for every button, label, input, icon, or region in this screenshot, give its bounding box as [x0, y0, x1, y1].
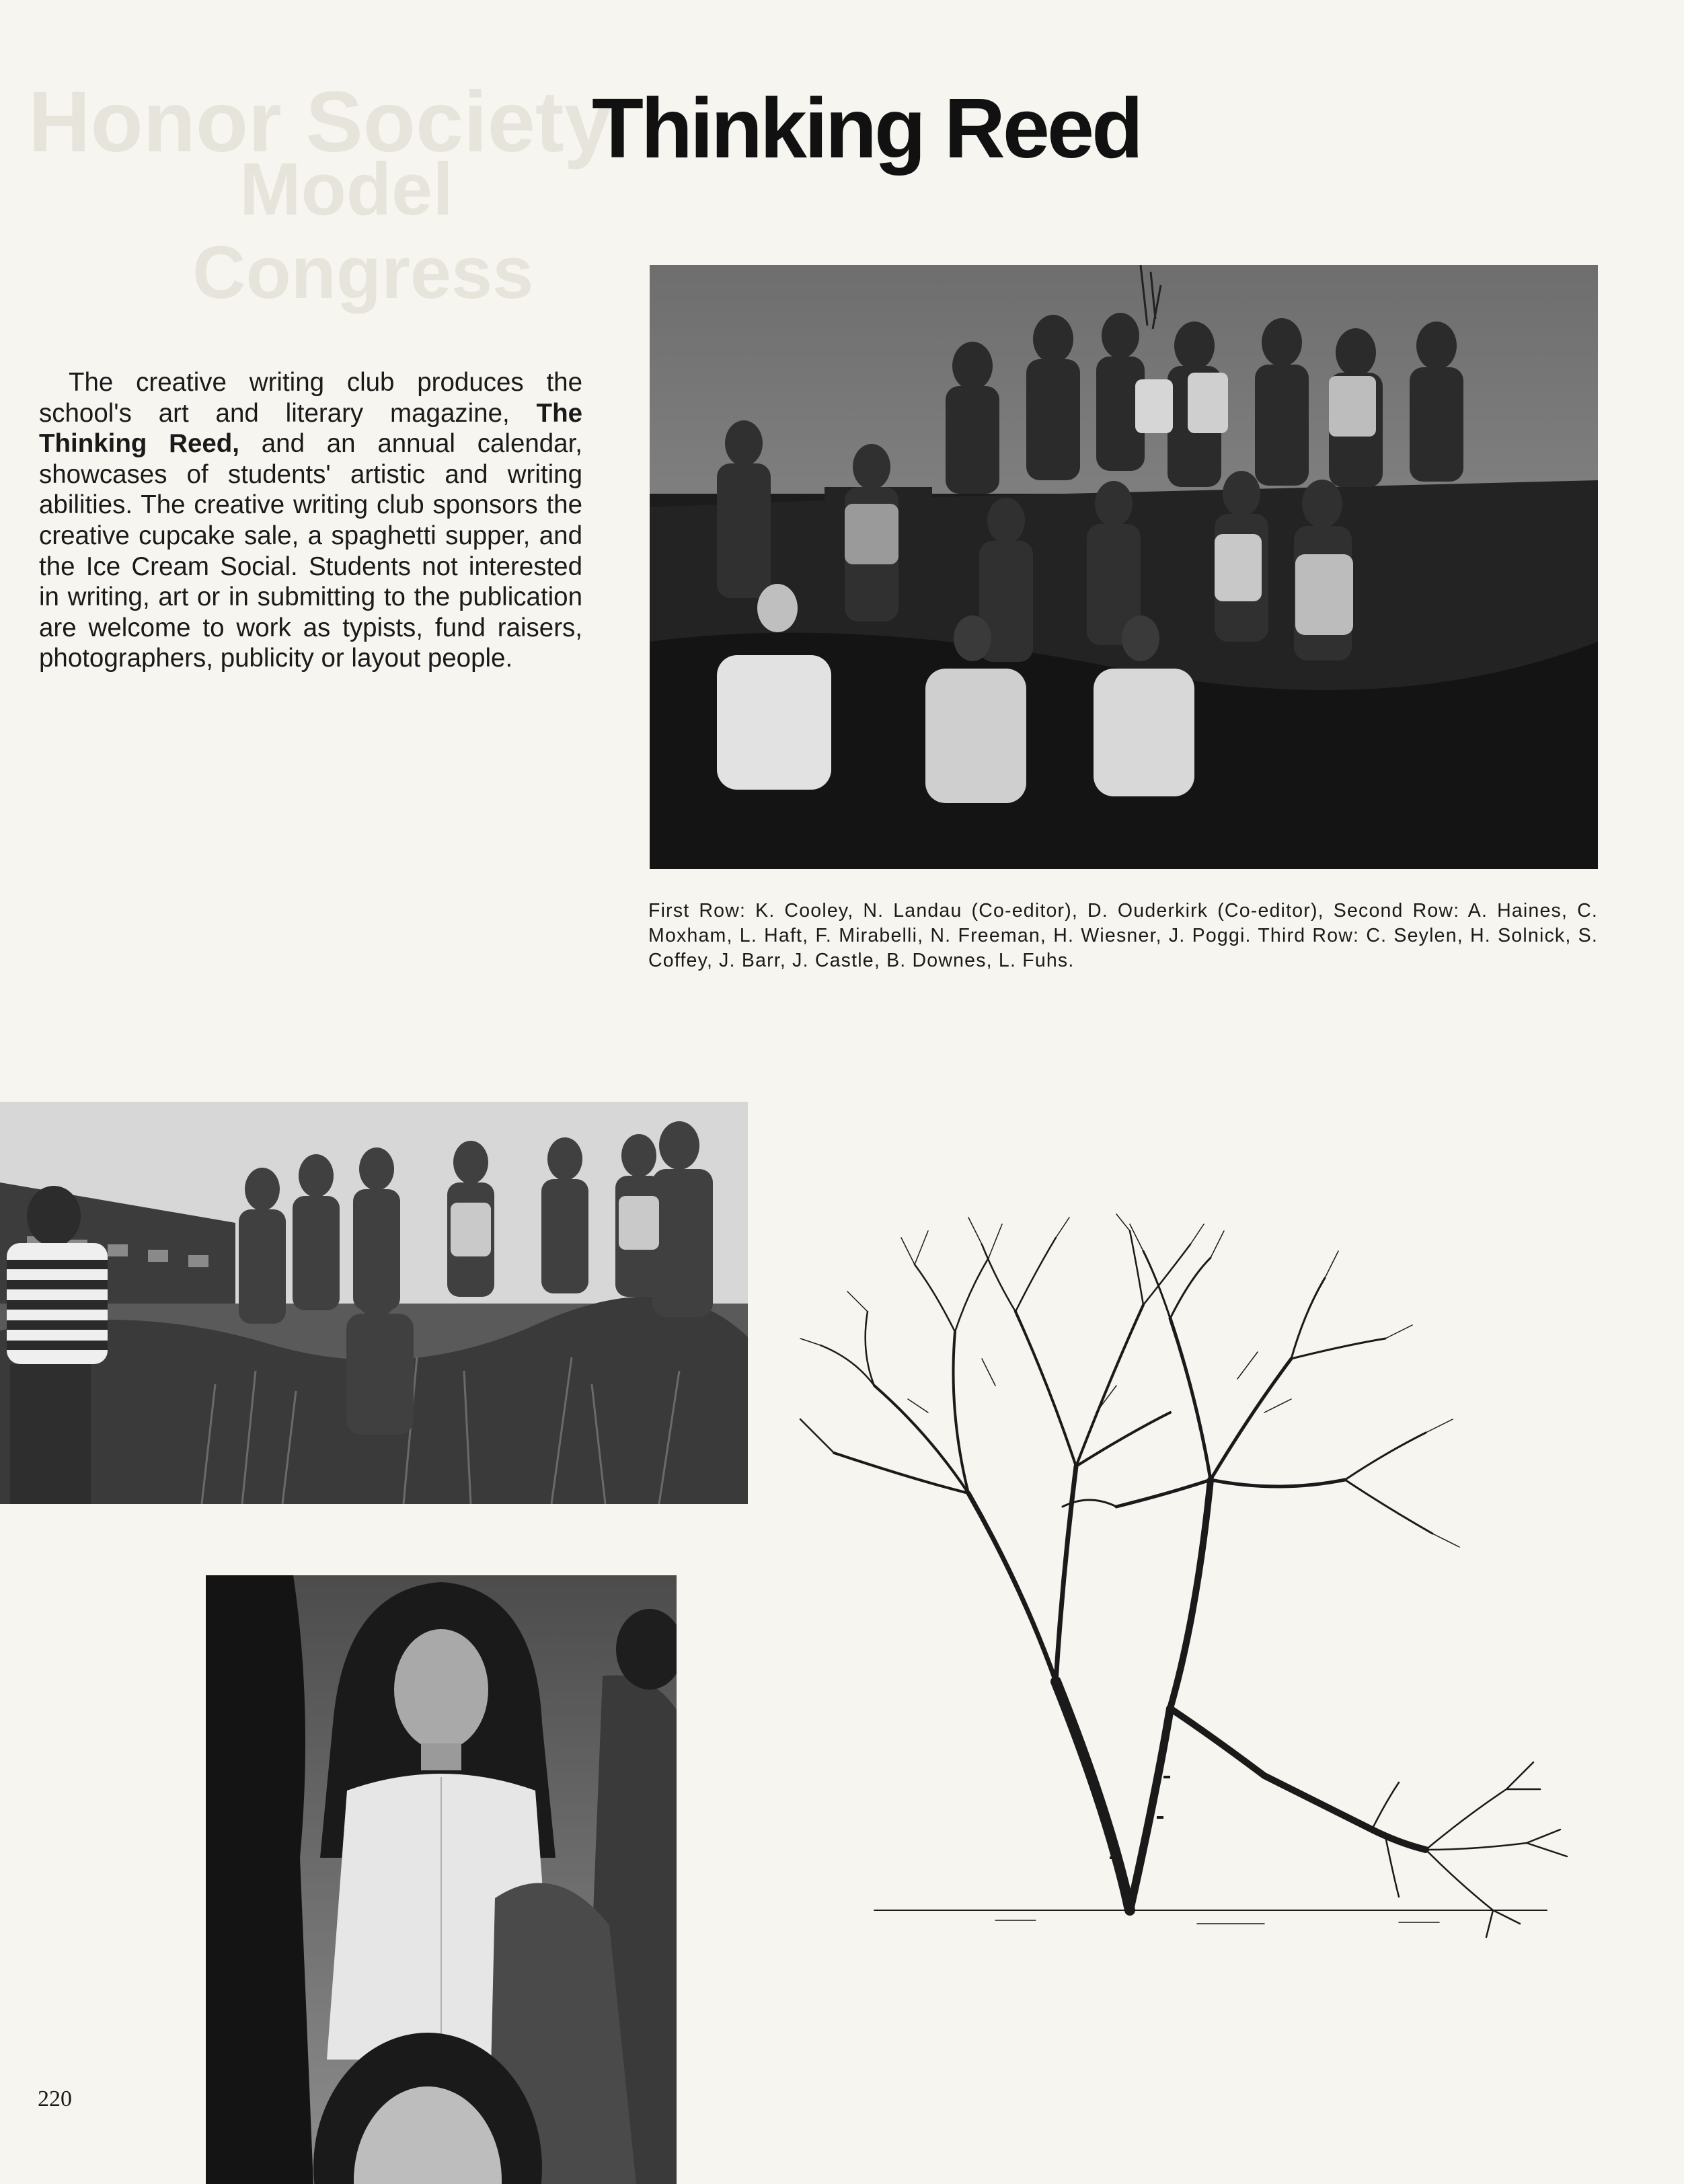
tree-drawing [794, 1211, 1587, 1964]
ghost-text-congress: Congress [192, 231, 534, 314]
group-photo-caption: First Row: K. Cooley, N. Landau (Co-editor), D. Ouderkirk (Co-editor), Second Row: A. Haines, C. Moxham, L. Haft, F. Mirabelli, N. Freeman, H. Wiesner, J. Poggi. Third Row: C. Seylen, H. Solnick, S. Coffey, J. Barr, J. Castle, B. Downes, L. Fuhs. [648, 900, 1598, 971]
article-paragraph [39, 367, 582, 674]
portrait-photo [206, 1575, 677, 2184]
candid-field-photo-image [0, 1102, 748, 1504]
group-photo [650, 265, 1598, 869]
group-photo-image [650, 265, 1598, 869]
ghost-text-model: Model [239, 148, 453, 231]
portrait-photo-image [206, 1575, 677, 2184]
page-title: Thinking Reed [592, 81, 1141, 176]
magazine-name: The Thinking Reed, [39, 398, 582, 459]
ghost-text-honor-society: Honor Society [28, 74, 612, 170]
candid-field-photo [0, 1102, 748, 1504]
tree-illustration [794, 1211, 1587, 1964]
page-number: 220 [38, 2086, 72, 2111]
article-text-lead: The creative writing club produces the school's art and literary magazine, [39, 368, 582, 428]
article-text-rest: and an annual calendar, showcases of students' artistic and writing abilities. The creative writing club sponsors the creative cupcake sale, a spaghetti supper, and the Ice Cream Social. Students not interested in writing, art or in submitting to the publication are welcome to work as typists, fund raisers, photographers, publicity or layout people. [39, 429, 582, 673]
